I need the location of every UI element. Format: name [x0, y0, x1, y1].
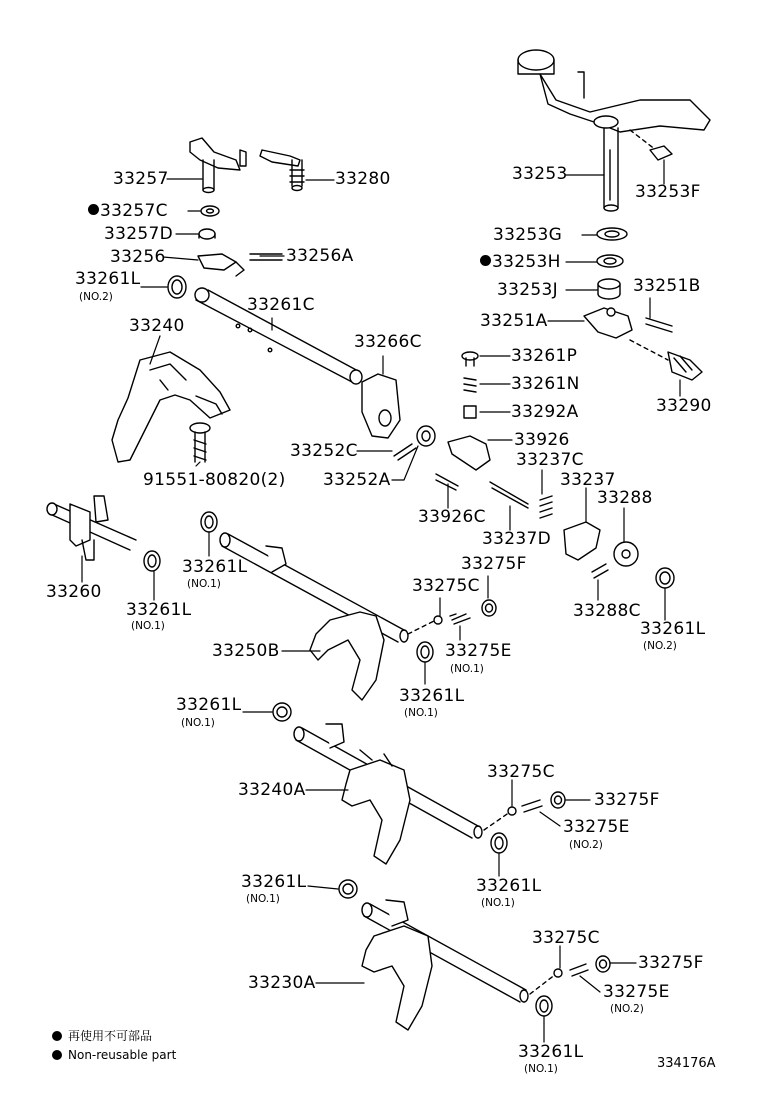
- sublabel-no1-d: (NO.1): [450, 663, 484, 675]
- legend-jp-text: 再使用不可部品: [68, 1029, 153, 1043]
- part-33253F-clip: [650, 146, 672, 160]
- sublabel-no1-c: (NO.1): [187, 578, 221, 590]
- label-33261L-i: 33261L: [518, 1042, 584, 1062]
- part-33253J-bushing: [598, 279, 620, 299]
- label-33256A: 33256A: [286, 246, 354, 266]
- part-33261L-bushing-a: [168, 276, 186, 298]
- label-33261L-b: 33261L: [126, 600, 192, 620]
- parts-33261P-33261N-33292A: [462, 352, 478, 418]
- label-91551-80820: 91551-80820(2): [143, 470, 286, 490]
- label-33926: 33926: [514, 430, 570, 450]
- label-33275F-c: 33275F: [638, 953, 704, 973]
- part-33256: [198, 254, 282, 276]
- label-33261L-c: 33261L: [182, 557, 248, 577]
- part-33230A-shaft-fork: [362, 897, 528, 1030]
- part-33290-switch: [668, 352, 702, 380]
- label-33275E-a: 33275E: [445, 641, 512, 661]
- sublabel-no1-g: (NO.1): [481, 897, 515, 909]
- parts-33275-set-b: [508, 792, 565, 815]
- label-33252C: 33252C: [290, 441, 358, 461]
- part-33257-lever: [190, 138, 246, 193]
- parts-33275-set-c: [554, 956, 610, 977]
- non-reusable-dot: [52, 1050, 62, 1060]
- label-33275C-b: 33275C: [487, 762, 555, 782]
- label-33252A: 33252A: [323, 470, 391, 490]
- label-33261L-d: 33261L: [399, 686, 465, 706]
- part-33280-pin: [260, 150, 304, 191]
- parts-33257C-33257D: [199, 206, 219, 239]
- label-33253: 33253: [512, 164, 568, 184]
- label-33261L-f: 33261L: [176, 695, 242, 715]
- part-33261L-bushing-b: [144, 551, 160, 571]
- label-33261L-a: 33261L: [75, 269, 141, 289]
- non-reusable-dot: [52, 1031, 62, 1041]
- part-91551-bolt: [190, 423, 210, 462]
- legend-en: [52, 1049, 176, 1061]
- sublabel-no1-f: (NO.1): [181, 717, 215, 729]
- part-33926: [448, 436, 490, 470]
- part-33250B-shaft-fork: [220, 533, 408, 700]
- diagram-code: 334176A: [657, 1056, 716, 1071]
- label-33275E-b: 33275E: [563, 817, 630, 837]
- parts-33275-set-a: [434, 600, 496, 624]
- label-33256: 33256: [110, 247, 166, 267]
- part-33240A-shaft-fork: [294, 724, 482, 864]
- label-33926C: 33926C: [418, 507, 486, 527]
- label-33250B: 33250B: [212, 641, 280, 661]
- label-33275F-a: 33275F: [461, 554, 527, 574]
- label-33275F-b: 33275F: [594, 790, 660, 810]
- label-33251A: 33251A: [480, 311, 548, 331]
- label-33237: 33237: [560, 470, 616, 490]
- label-33253H: [480, 254, 561, 271]
- part-33237: [564, 522, 600, 560]
- label-33288: 33288: [597, 488, 653, 508]
- sublabel-no1-h: (NO.1): [246, 893, 280, 905]
- label-33290: 33290: [656, 396, 712, 416]
- sublabel-no2-c: (NO.2): [610, 1003, 644, 1015]
- legend-en-text: Non-reusable part: [68, 1048, 177, 1062]
- part-33240-fork: [112, 352, 230, 462]
- label-33230A: 33230A: [248, 973, 316, 993]
- non-reusable-dot: [88, 204, 99, 215]
- label-text: 33253H: [492, 252, 561, 272]
- label-33260: 33260: [46, 582, 102, 602]
- label-33237C: 33237C: [516, 450, 584, 470]
- label-33240A: 33240A: [238, 780, 306, 800]
- label-33253J: 33253J: [497, 280, 558, 300]
- part-33253H-seal: [597, 255, 623, 267]
- label-33253G: 33253G: [493, 225, 563, 245]
- connector-line: [484, 812, 510, 830]
- label-33261N: 33261N: [511, 374, 580, 394]
- sublabel-no2-b: (NO.2): [569, 839, 603, 851]
- part-33261L-bushing-d: [417, 642, 433, 662]
- label-33261L-e: 33261L: [640, 619, 706, 639]
- label-text: 33257C: [100, 201, 168, 221]
- label-33275C-a: 33275C: [412, 576, 480, 596]
- part-33260-shaft: [47, 496, 136, 560]
- part-33266C: [362, 374, 400, 438]
- connector-line: [530, 974, 556, 994]
- part-33261L-bushing-f: [273, 703, 291, 721]
- label-33261C: 33261C: [247, 295, 315, 315]
- part-33261L-bushing-h: [339, 880, 357, 898]
- label-33237D: 33237D: [482, 529, 551, 549]
- sublabel-no1-i: (NO.1): [524, 1063, 558, 1075]
- label-33261L-g: 33261L: [476, 876, 542, 896]
- label-33292A: 33292A: [511, 402, 579, 422]
- part-33251A-33251B: [584, 308, 672, 338]
- sublabel-no1-b: (NO.1): [131, 620, 165, 632]
- label-33253F: 33253F: [635, 182, 701, 202]
- part-33261L-bushing-c: [201, 512, 217, 532]
- sublabel-no1-e: (NO.1): [404, 707, 438, 719]
- sublabel-no2-a: (NO.2): [79, 291, 113, 303]
- part-33288: [614, 542, 638, 566]
- label-33240: 33240: [129, 316, 185, 336]
- non-reusable-dot: [480, 255, 491, 266]
- label-33288C: 33288C: [573, 601, 641, 621]
- label-33251B: 33251B: [633, 276, 701, 296]
- label-33257D: 33257D: [104, 224, 173, 244]
- part-33288C-pin: [592, 564, 608, 578]
- legend-jp: [52, 1030, 152, 1042]
- connector-line: [630, 340, 668, 360]
- label-33275C-c: 33275C: [532, 928, 600, 948]
- connector-line: [630, 130, 656, 150]
- label-33261P: 33261P: [511, 346, 578, 366]
- part-33253G-washer: [597, 228, 627, 240]
- sublabel-no2-e: (NO.2): [643, 640, 677, 652]
- label-33257C: [88, 203, 168, 220]
- part-33261L-bushing-g: [491, 833, 507, 853]
- label-33275E-c: 33275E: [603, 982, 670, 1002]
- part-33261L-bushing-e: [656, 568, 674, 588]
- label-33257: 33257: [113, 169, 169, 189]
- label-33266C: 33266C: [354, 332, 422, 352]
- part-33261L-bushing-i: [536, 996, 552, 1016]
- connector-line: [408, 620, 436, 634]
- label-33261L-h: 33261L: [241, 872, 307, 892]
- label-33280: 33280: [335, 169, 391, 189]
